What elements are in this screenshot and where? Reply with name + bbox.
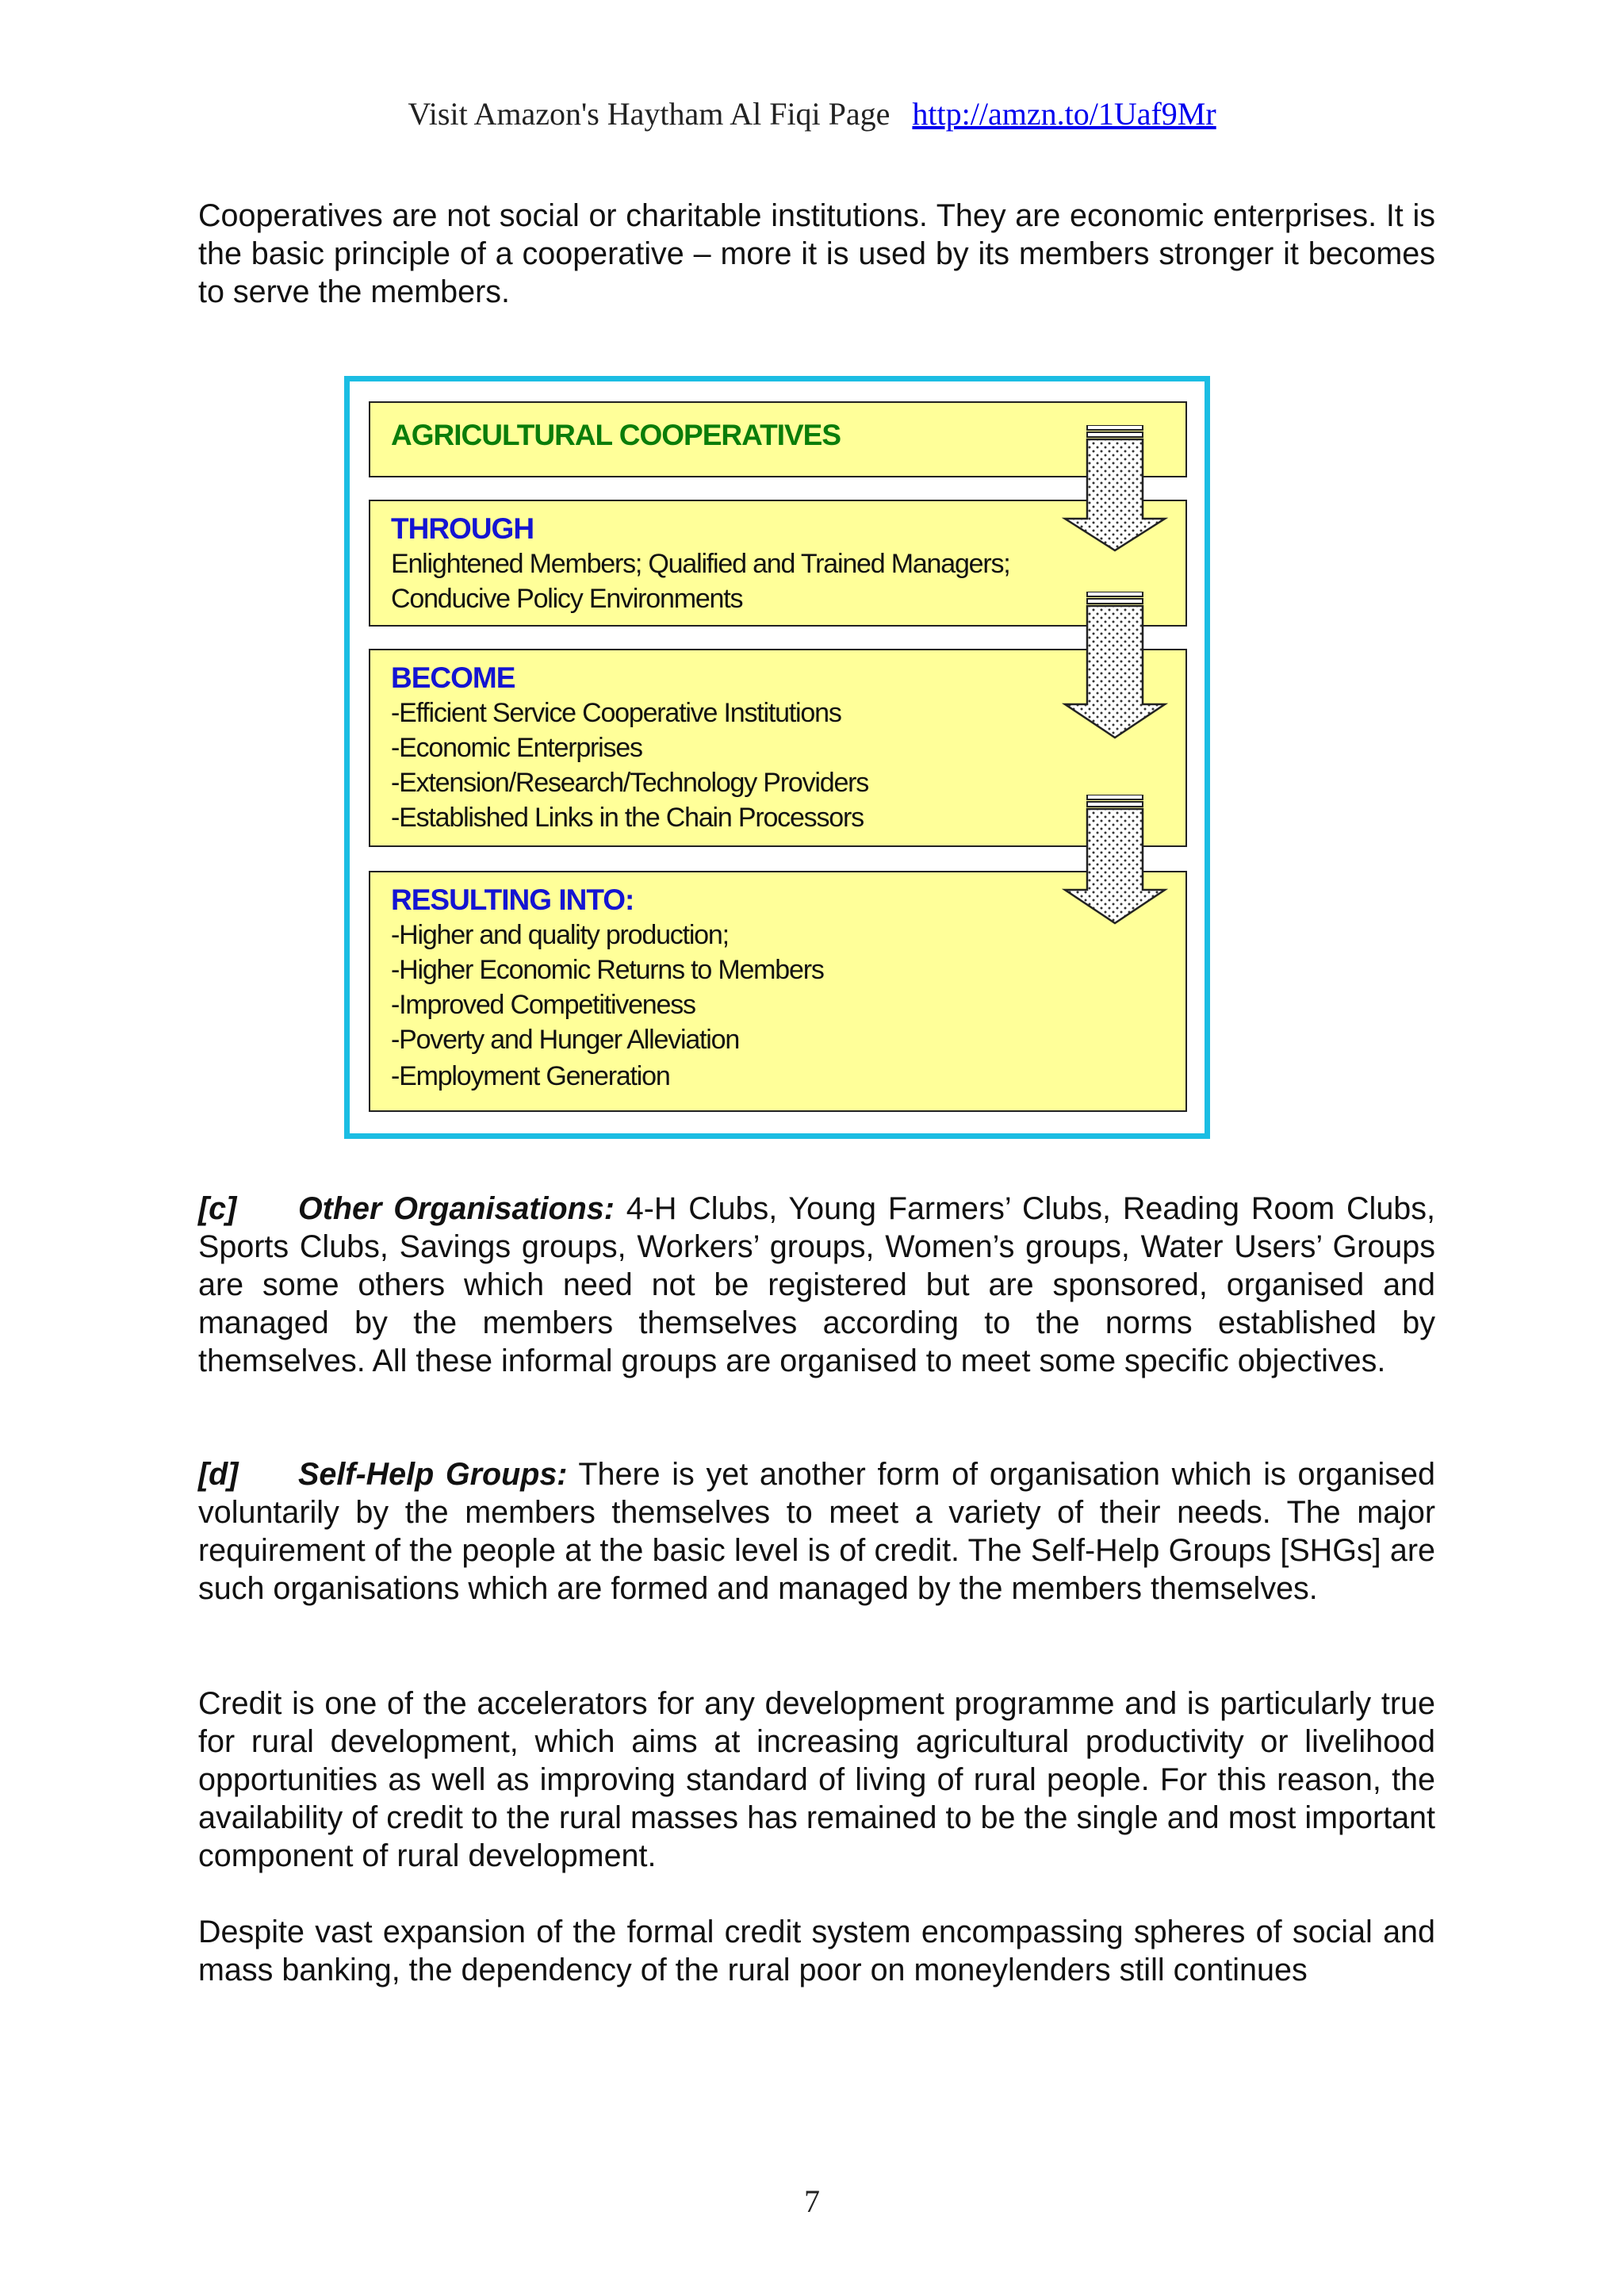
section-c-paragraph [198,1190,1435,1380]
section-c-id: [c] [198,1191,237,1226]
box-line: -Established Links in the Chain Processors [391,803,864,833]
box-heading: THROUGH [391,512,534,545]
box-line: -Improved Competitiveness [391,990,695,1020]
box-line: -Poverty and Hunger Alleviation [391,1025,740,1055]
box-line: -Higher Economic Returns to Members [391,955,824,985]
page-number: 7 [804,2183,820,2219]
header-text: Visit Amazon's Haytham Al Fiqi Page [408,96,891,132]
section-d-title: Self-Help Groups: [298,1457,568,1492]
down-arrow-icon [1059,425,1170,554]
box-line: -Economic Enterprises [391,733,642,763]
section-c-text: 4-H Clubs, Young Farmers’ Clubs, Reading Room Clubs, Sports Clubs, Savings groups, Workers’ groups, Women’s groups, Water Users’ Groups are some others which need not be registered but are sponsored, organised and managed by the members themselves according to the norms established by themselves. All these informal groups are organised to meet some specific objectives. [198,1191,1435,1378]
section-d-id: [d] [198,1457,239,1492]
section-d-text: There is yet another form of organisation which is organised voluntarily by the members themselves to meet a variety of their needs. The major requirement of the people at the basic level is of credit. The Self-Help Groups [SHGs] are such organisations which are formed and managed by the members themselves. [198,1457,1435,1606]
intro-paragraph: Cooperatives are not social or charitable institutions. They are economic enterprises. It is the basic principle of a cooperative – more it is used by its members stronger it becomes to serve the members. [198,198,1435,309]
box-line: -Higher and quality production; [391,920,729,950]
box-line: Conducive Policy Environments [391,584,743,614]
box-line: -Extension/Research/Technology Providers [391,768,869,798]
down-arrow-icon [1059,795,1170,926]
section-d-paragraph [198,1455,1435,1608]
credit-paragraph: Credit is one of the accelerators for any development programme and is particularly true for rural development, which aims at increasing agricultural productivity or livelihood opportunities as well as improving standard of living of rural people. For this reason, the availability of credit to the rural masses has remained to be the single and most important component of rural development. [198,1686,1435,1873]
box-heading: BECOME [391,661,515,694]
down-arrow-icon [1059,592,1170,742]
section-c-title: Other Organisations: [298,1191,615,1226]
box-line: Enlightened Members; Qualified and Trained Managers; [391,549,1010,579]
box-line: -Efficient Service Cooperative Institutions [391,698,841,728]
despite-paragraph: Despite vast expansion of the formal credit system encompassing spheres of social and mass banking, the dependency of the rural poor on moneylenders still continues [198,1915,1435,1987]
box-line: -Employment Generation [391,1061,670,1091]
box-heading: RESULTING INTO: [391,884,634,916]
page-header [0,95,1624,132]
header-link[interactable]: http://amzn.to/1Uaf9Mr [912,96,1216,132]
box-title: AGRICULTURAL COOPERATIVES [391,419,841,451]
